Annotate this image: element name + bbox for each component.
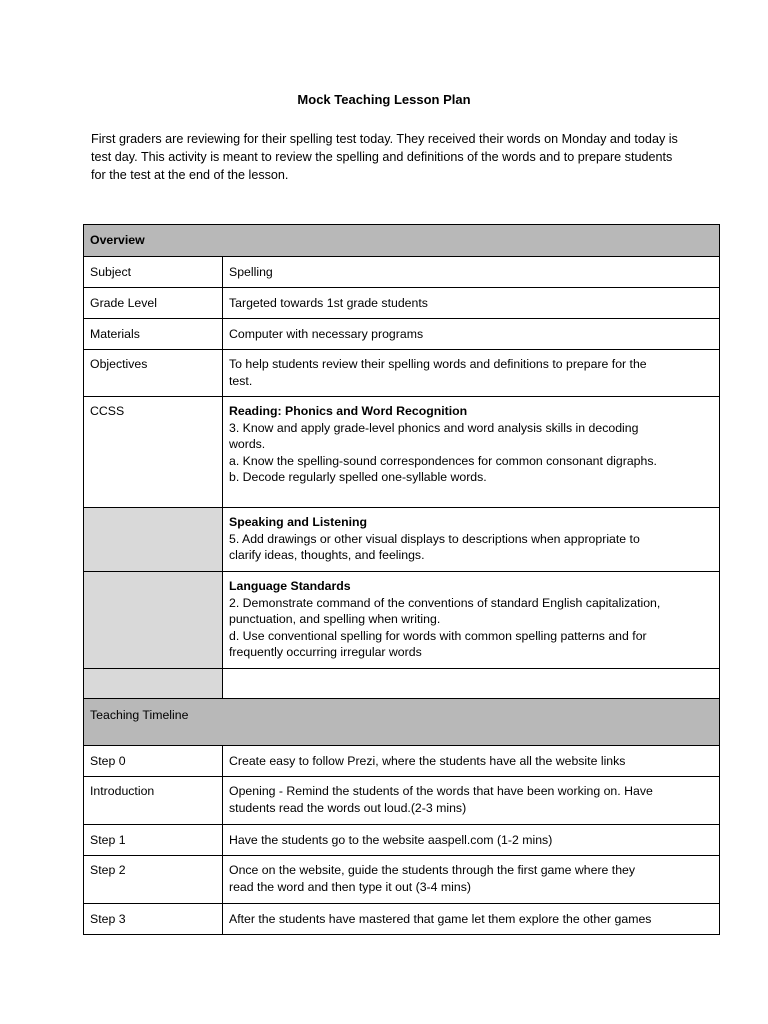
- intro-paragraph: [91, 130, 681, 184]
- empty-value-cell: [223, 669, 720, 699]
- ccss-reading-heading: Reading: Phonics and Word Recognition: [229, 404, 468, 418]
- ccss-speaking-cell: [223, 508, 720, 572]
- objectives-line: test.: [229, 373, 253, 388]
- step2-value: [223, 856, 720, 904]
- step0-label: Step 0: [84, 746, 223, 777]
- ccss-reading-line: words.: [229, 437, 266, 451]
- objectives-line: To help students review their spelling words and definitions to prepare for the: [229, 357, 647, 371]
- ccss-language-line: 2. Demonstrate command of the conventions of standard English capitalization,: [229, 595, 661, 610]
- ccss-reading-line: a. Know the spelling-sound correspondences for common consonant digraphs.: [229, 453, 657, 468]
- ccss-label: CCSS: [84, 397, 223, 508]
- table-row: [84, 397, 720, 508]
- ccss-language-line: frequently occurring irregular words: [229, 645, 422, 659]
- table-row: [84, 319, 720, 350]
- overview-label: Overview: [90, 233, 145, 248]
- table-row: [84, 350, 720, 397]
- table-row: [84, 508, 720, 572]
- table-row: [84, 746, 720, 777]
- table-row: [84, 288, 720, 319]
- materials-value: Computer with necessary programs: [223, 319, 720, 350]
- ccss-language-line: d. Use conventional spelling for words with common spelling patterns and for: [229, 628, 647, 643]
- ccss-speaking-line: clarify ideas, thoughts, and feelings.: [229, 548, 425, 562]
- empty-label-cell: [84, 572, 223, 669]
- table-row: [84, 257, 720, 288]
- step2-line: read the word and then type it out (3-4 mins): [229, 879, 471, 894]
- intro-line: and to prepare students for the test at the end of the lesson.: [91, 150, 673, 182]
- lesson-plan-table: [83, 224, 720, 935]
- table-row: [84, 856, 720, 904]
- ccss-reading-line: 3. Know and apply grade-level phonics and word analysis skills in decoding: [229, 420, 639, 435]
- table-row: [84, 825, 720, 856]
- intro-line: and today is test day. This activity is meant to review the spelling and definitions of the words: [91, 132, 678, 164]
- step1-value: Have the students go to the website aaspell.com (1-2 mins): [223, 825, 720, 856]
- introduction-line: students read the words out loud.(2-3 mins): [229, 800, 467, 815]
- subject-value: Spelling: [223, 257, 720, 288]
- timeline-header-row: [84, 699, 720, 746]
- introduction-label: Introduction: [84, 777, 223, 825]
- introduction-line: Opening - Remind the students of the words that have been working on. Have: [229, 784, 653, 798]
- introduction-value: [223, 777, 720, 825]
- ccss-reading-line: b. Decode regularly spelled one-syllable words.: [229, 470, 487, 484]
- overview-header: [84, 225, 720, 257]
- objectives-label: Objectives: [84, 350, 223, 397]
- step2-line: Once on the website, guide the students through the first game where they: [229, 863, 636, 877]
- materials-label: Materials: [84, 319, 223, 350]
- teaching-timeline-header: Teaching Timeline: [84, 699, 720, 746]
- grade-level-value: Targeted towards 1st grade students: [223, 288, 720, 319]
- objectives-value: [223, 350, 720, 397]
- table-row: [84, 777, 720, 825]
- table-row: [84, 904, 720, 935]
- table-row: [84, 572, 720, 669]
- step3-value: After the students have mastered that game let them explore the other games: [223, 904, 720, 935]
- overview-header-row: [84, 225, 720, 257]
- page-title: Mock Teaching Lesson Plan: [297, 92, 471, 107]
- subject-label: Subject: [84, 257, 223, 288]
- grade-level-label: Grade Level: [84, 288, 223, 319]
- step3-label: Step 3: [84, 904, 223, 935]
- ccss-speaking-heading: Speaking and Listening: [229, 515, 368, 529]
- table-row-empty: [84, 669, 720, 699]
- step0-value: Create easy to follow Prezi, where the students have all the website links: [223, 746, 720, 777]
- empty-label-cell: [84, 508, 223, 572]
- empty-label-cell: [84, 669, 223, 699]
- step1-label: Step 1: [84, 825, 223, 856]
- step2-label: Step 2: [84, 856, 223, 904]
- ccss-reading-cell: [223, 397, 720, 508]
- ccss-language-line: punctuation, and spelling when writing.: [229, 612, 441, 626]
- ccss-language-cell: [223, 572, 720, 669]
- intro-line: First graders are reviewing for their spelling test today. They received their words on Monday: [91, 132, 607, 146]
- ccss-speaking-line: 5. Add drawings or other visual displays to descriptions when appropriate to: [229, 531, 640, 546]
- ccss-language-heading: Language Standards: [229, 579, 351, 593]
